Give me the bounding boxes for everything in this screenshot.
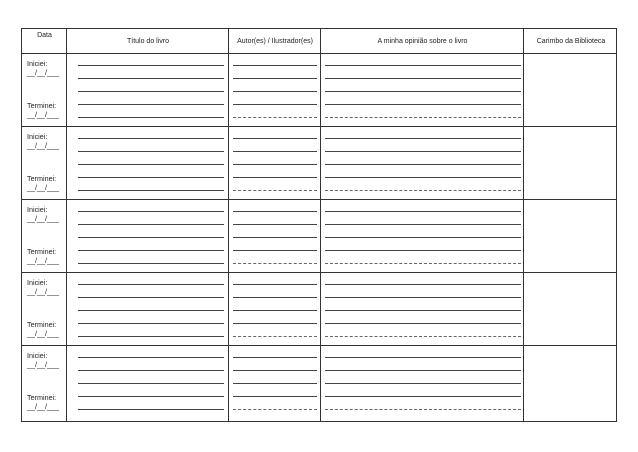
author-write-line[interactable] [233, 383, 317, 384]
author-write-line[interactable] [233, 336, 317, 337]
opinion-write-line[interactable] [325, 297, 521, 298]
title-write-line[interactable] [78, 284, 224, 285]
author-write-line[interactable] [233, 297, 317, 298]
author-write-line[interactable] [233, 357, 317, 358]
title-write-line[interactable] [78, 138, 224, 139]
author-write-line[interactable] [233, 396, 317, 397]
opinion-write-line[interactable] [325, 190, 521, 191]
terminei-date-blank: __/__/___ [27, 256, 59, 265]
author-write-line[interactable] [233, 78, 317, 79]
terminei-label: Terminei: [27, 101, 57, 110]
terminei-date-blank: __/__/___ [27, 402, 59, 411]
opinion-write-line[interactable] [325, 284, 521, 285]
stamp-area [525, 348, 615, 416]
stamp-area [525, 202, 615, 270]
stamp-area [525, 275, 615, 343]
author-write-line[interactable] [233, 323, 317, 324]
author-write-line[interactable] [233, 284, 317, 285]
terminei-label: Terminei: [27, 174, 57, 183]
opinion-write-line[interactable] [325, 409, 521, 410]
author-write-line[interactable] [233, 224, 317, 225]
table-row [22, 200, 616, 273]
author-write-line[interactable] [233, 177, 317, 178]
opinion-write-line[interactable] [325, 250, 521, 251]
opinion-write-line[interactable] [325, 224, 521, 225]
terminei-label: Terminei: [27, 247, 57, 256]
author-write-line[interactable] [233, 117, 317, 118]
title-write-line[interactable] [78, 177, 224, 178]
header-autores: Autor(es) / Ilustrador(es) [237, 37, 313, 45]
header-opiniao: A minha opinião sobre o livro [377, 37, 468, 45]
stamp-area [525, 129, 615, 197]
author-write-line[interactable] [233, 138, 317, 139]
iniciei-label: Iniciei: [27, 278, 48, 287]
title-write-line[interactable] [78, 336, 224, 337]
iniciei-date-blank: __/__/___ [27, 214, 59, 223]
opinion-write-line[interactable] [325, 164, 521, 165]
title-write-line[interactable] [78, 357, 224, 358]
author-write-line[interactable] [233, 370, 317, 371]
opinion-write-line[interactable] [325, 357, 521, 358]
stamp-area [525, 56, 615, 124]
title-write-line[interactable] [78, 310, 224, 311]
title-write-line[interactable] [78, 409, 224, 410]
terminei-date-blank: __/__/___ [27, 329, 59, 338]
title-write-line[interactable] [78, 224, 224, 225]
terminei-date-blank: __/__/___ [27, 110, 59, 119]
opinion-write-line[interactable] [325, 310, 521, 311]
title-write-line[interactable] [78, 237, 224, 238]
opinion-write-line[interactable] [325, 78, 521, 79]
author-write-line[interactable] [233, 164, 317, 165]
title-write-line[interactable] [78, 323, 224, 324]
iniciei-date-blank: __/__/___ [27, 68, 59, 77]
iniciei-label: Iniciei: [27, 351, 48, 360]
title-write-line[interactable] [78, 370, 224, 371]
title-write-line[interactable] [78, 297, 224, 298]
author-write-line[interactable] [233, 91, 317, 92]
title-write-line[interactable] [78, 104, 224, 105]
author-write-line[interactable] [233, 190, 317, 191]
opinion-write-line[interactable] [325, 396, 521, 397]
title-write-line[interactable] [78, 263, 224, 264]
title-write-line[interactable] [78, 164, 224, 165]
table-row [22, 54, 616, 127]
opinion-write-line[interactable] [325, 104, 521, 105]
table-row [22, 127, 616, 200]
header-carimbo: Carimbo da Biblioteca [536, 37, 606, 45]
author-write-line[interactable] [233, 237, 317, 238]
title-write-line[interactable] [78, 383, 224, 384]
opinion-write-line[interactable] [325, 91, 521, 92]
author-write-line[interactable] [233, 310, 317, 311]
title-write-line[interactable] [78, 211, 224, 212]
terminei-label: Terminei: [27, 320, 57, 329]
reading-log-table [21, 28, 617, 422]
author-write-line[interactable] [233, 65, 317, 66]
iniciei-label: Iniciei: [27, 59, 48, 68]
title-write-line[interactable] [78, 117, 224, 118]
table-row [22, 273, 616, 346]
table-header [22, 29, 616, 54]
author-write-line[interactable] [233, 409, 317, 410]
opinion-write-line[interactable] [325, 323, 521, 324]
opinion-write-line[interactable] [325, 263, 521, 264]
opinion-write-line[interactable] [325, 138, 521, 139]
author-write-line[interactable] [233, 211, 317, 212]
header-titulo: Título do livro [126, 37, 170, 45]
title-write-line[interactable] [78, 151, 224, 152]
opinion-write-line[interactable] [325, 237, 521, 238]
header-data: Data [37, 32, 52, 39]
opinion-write-line[interactable] [325, 177, 521, 178]
opinion-write-line[interactable] [325, 151, 521, 152]
title-write-line[interactable] [78, 396, 224, 397]
title-write-line[interactable] [78, 91, 224, 92]
iniciei-label: Iniciei: [27, 205, 48, 214]
title-write-line[interactable] [78, 250, 224, 251]
terminei-date-blank: __/__/___ [27, 183, 59, 192]
terminei-label: Terminei: [27, 393, 57, 402]
opinion-write-line[interactable] [325, 211, 521, 212]
opinion-write-line[interactable] [325, 65, 521, 66]
title-write-line[interactable] [78, 190, 224, 191]
title-write-line[interactable] [78, 78, 224, 79]
opinion-write-line[interactable] [325, 370, 521, 371]
author-write-line[interactable] [233, 104, 317, 105]
iniciei-date-blank: __/__/___ [27, 287, 59, 296]
opinion-write-line[interactable] [325, 117, 521, 118]
opinion-write-line[interactable] [325, 383, 521, 384]
title-write-line[interactable] [78, 65, 224, 66]
author-write-line[interactable] [233, 151, 317, 152]
table-row [22, 346, 616, 419]
iniciei-date-blank: __/__/___ [27, 141, 59, 150]
author-write-line[interactable] [233, 263, 317, 264]
iniciei-date-blank: __/__/___ [27, 360, 59, 369]
opinion-write-line[interactable] [325, 336, 521, 337]
iniciei-label: Iniciei: [27, 132, 48, 141]
author-write-line[interactable] [233, 250, 317, 251]
